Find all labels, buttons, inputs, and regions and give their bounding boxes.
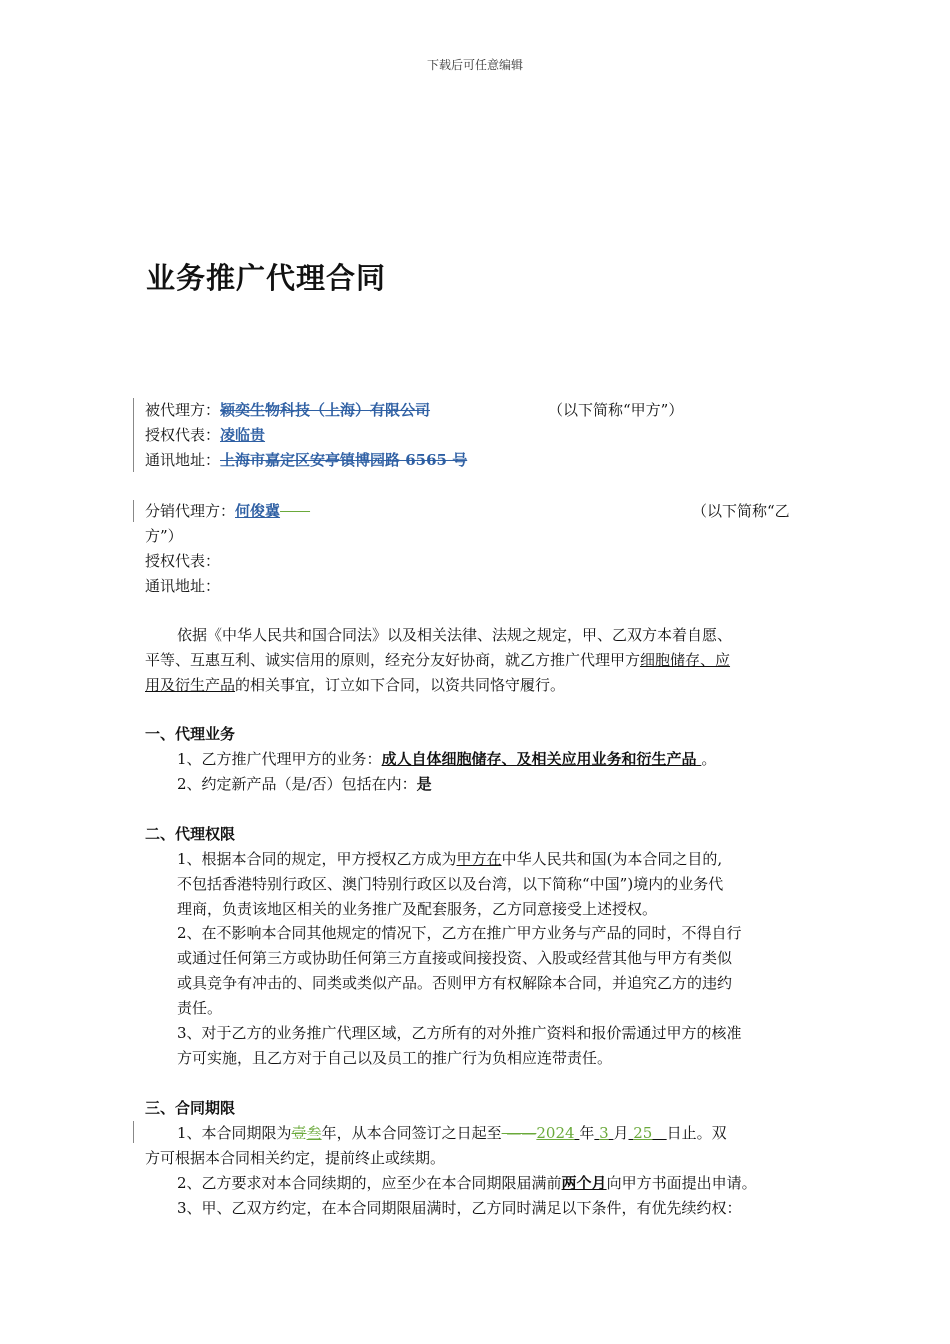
party-b-name: 何俊冀 <box>235 502 281 520</box>
page-header: 下载后可任意编辑 <box>426 58 523 72</box>
party-a-rep: 凌临贵 <box>220 426 266 444</box>
s3-text: 向甲方书面提出申请。 <box>606 1174 757 1192</box>
s1-item-1-end: 。 <box>701 750 717 768</box>
intro-text: 的相关事宜，订立如下合同，以资共同恪守履行。 <box>235 676 566 694</box>
s3-deleted-term: 壹 <box>291 1124 307 1142</box>
section-1-heading: 一、代理业务 <box>145 725 236 743</box>
s3-month: 3 <box>599 1124 609 1142</box>
s2-p3-line-2: 方可实施，且乙方对于自己以及员工的推广行为负相应连带责任。 <box>177 1049 613 1067</box>
s1-item-1 <box>177 747 716 772</box>
s3-year-unit: 年 <box>579 1124 595 1142</box>
party-b-rep-label: 授权代表： <box>145 552 221 570</box>
section-2-heading: 二、代理权限 <box>145 825 236 843</box>
document-title: 业务推广代理合同 <box>146 261 387 295</box>
s1-item-2 <box>177 772 432 797</box>
intro-line-2 <box>145 648 730 673</box>
s2-text: 1、根据本合同的规定，甲方授权乙方成为 <box>177 850 457 868</box>
party-a-rep-label: 授权代表： <box>145 426 221 444</box>
s2-underlined: 甲方在 <box>456 850 502 868</box>
party-a-name: 颖奕生物科技（上海）有限公司 <box>220 401 431 419</box>
s3-emphasis: 两个月 <box>561 1174 607 1192</box>
s3-text: 1、本合同期限为 <box>177 1124 292 1142</box>
s3-day: 25 <box>633 1124 653 1142</box>
section-3-heading: 三、合同期限 <box>145 1099 236 1117</box>
s2-text: 中华人民共和国(为本合同之目的, <box>501 850 723 868</box>
s3-year: 2024 <box>536 1124 575 1142</box>
s3-inserted-term: 叁 <box>306 1124 322 1142</box>
party-b-alias-1: （以下简称“乙 <box>692 502 790 520</box>
s2-p1-line-1 <box>177 847 722 872</box>
party-a-rep-line <box>145 423 265 448</box>
s3-p3: 3、甲、乙双方约定，在本合同期限届满时，乙方同时满足以下条件，有优先续约权： <box>177 1199 742 1217</box>
s2-p2-line-3: 或具竞争有冲击的、同类或类似产品。否则甲方有权解除本合同，并追究乙方的违约 <box>177 974 733 992</box>
s3-p1-line-2: 方可根据本合同相关约定，提前终止或续期。 <box>145 1149 446 1167</box>
intro-line-1: 依据《中华人民共和国合同法》以及相关法律、法规之规定，甲、乙双方本着自愿、 <box>177 626 733 644</box>
party-a-addr: 上海市嘉定区安亭镇博园路 6565 号 <box>220 451 468 469</box>
party-a-addr-line <box>145 448 467 473</box>
s1-item-1-label: 1、乙方推广代理甲方的业务： <box>177 750 382 768</box>
s3-text: 日止。双 <box>666 1124 727 1142</box>
s2-p1-line-2: 不包括香港特别行政区、澳门特别行政区以及台湾，以下简称“中国”)境内的业务代 <box>177 875 724 893</box>
s3-p2 <box>177 1171 757 1196</box>
s2-p3-line-1: 3、对于乙方的业务推广代理区域，乙方所有的对外推广资料和报价需通过甲方的核准 <box>177 1024 742 1042</box>
party-a-addr-label: 通讯地址： <box>145 451 221 469</box>
s2-p2-line-1: 2、在不影响本合同其他规定的情况下，乙方在推广甲方业务与产品的同时，不得自行 <box>177 924 742 942</box>
s3-text: 2、乙方要求对本合同续期的，应至少在本合同期限届满前 <box>177 1174 562 1192</box>
party-a-alias: （以下简称“甲方”） <box>548 401 684 419</box>
s2-p2-line-2: 或通过任何第三方或协助任何第三方直接或间接投资、入股或经营其他与甲方有类似 <box>177 949 733 967</box>
change-bar <box>133 500 134 522</box>
party-b-alias-2: 方”） <box>145 527 183 545</box>
party-b-label: 分销代理方： <box>145 502 236 520</box>
s3-blank <box>652 1124 666 1142</box>
s2-p1-line-3: 理商，负责该地区相关的业务推广及配套服务，乙方同意接受上述授权。 <box>177 900 658 918</box>
party-b-addr-label: 通讯地址： <box>145 577 221 595</box>
s3-text: 年，从本合同签订之日起至 <box>321 1124 502 1142</box>
party-a-line <box>145 398 430 423</box>
intro-underlined: 用及衍生产品 <box>145 676 236 694</box>
intro-text: 平等、互惠互利、诚实信用的原则，经充分友好协商，就乙方推广代理甲方 <box>145 651 641 669</box>
intro-underlined: 细胞储存、应 <box>640 651 731 669</box>
s1-item-2-label: 2、约定新产品（是/否）包括在内： <box>177 775 417 793</box>
s1-item-2-value: 是 <box>416 775 432 793</box>
s3-month-unit: 月 <box>613 1124 629 1142</box>
s2-p2-line-4: 责任。 <box>177 999 223 1017</box>
s3-blank-deleted: —— <box>501 1124 537 1142</box>
s1-item-1-value: 成人自体细胞储存、及相关应用业务和衍生产品 <box>381 750 697 768</box>
party-b-filler <box>280 502 310 520</box>
party-b-line <box>145 499 310 524</box>
change-bar <box>133 1121 134 1143</box>
change-bar <box>133 398 134 472</box>
party-a-label: 被代理方： <box>145 401 221 419</box>
intro-line-3 <box>145 673 565 698</box>
s3-p1-line-1 <box>177 1121 727 1146</box>
